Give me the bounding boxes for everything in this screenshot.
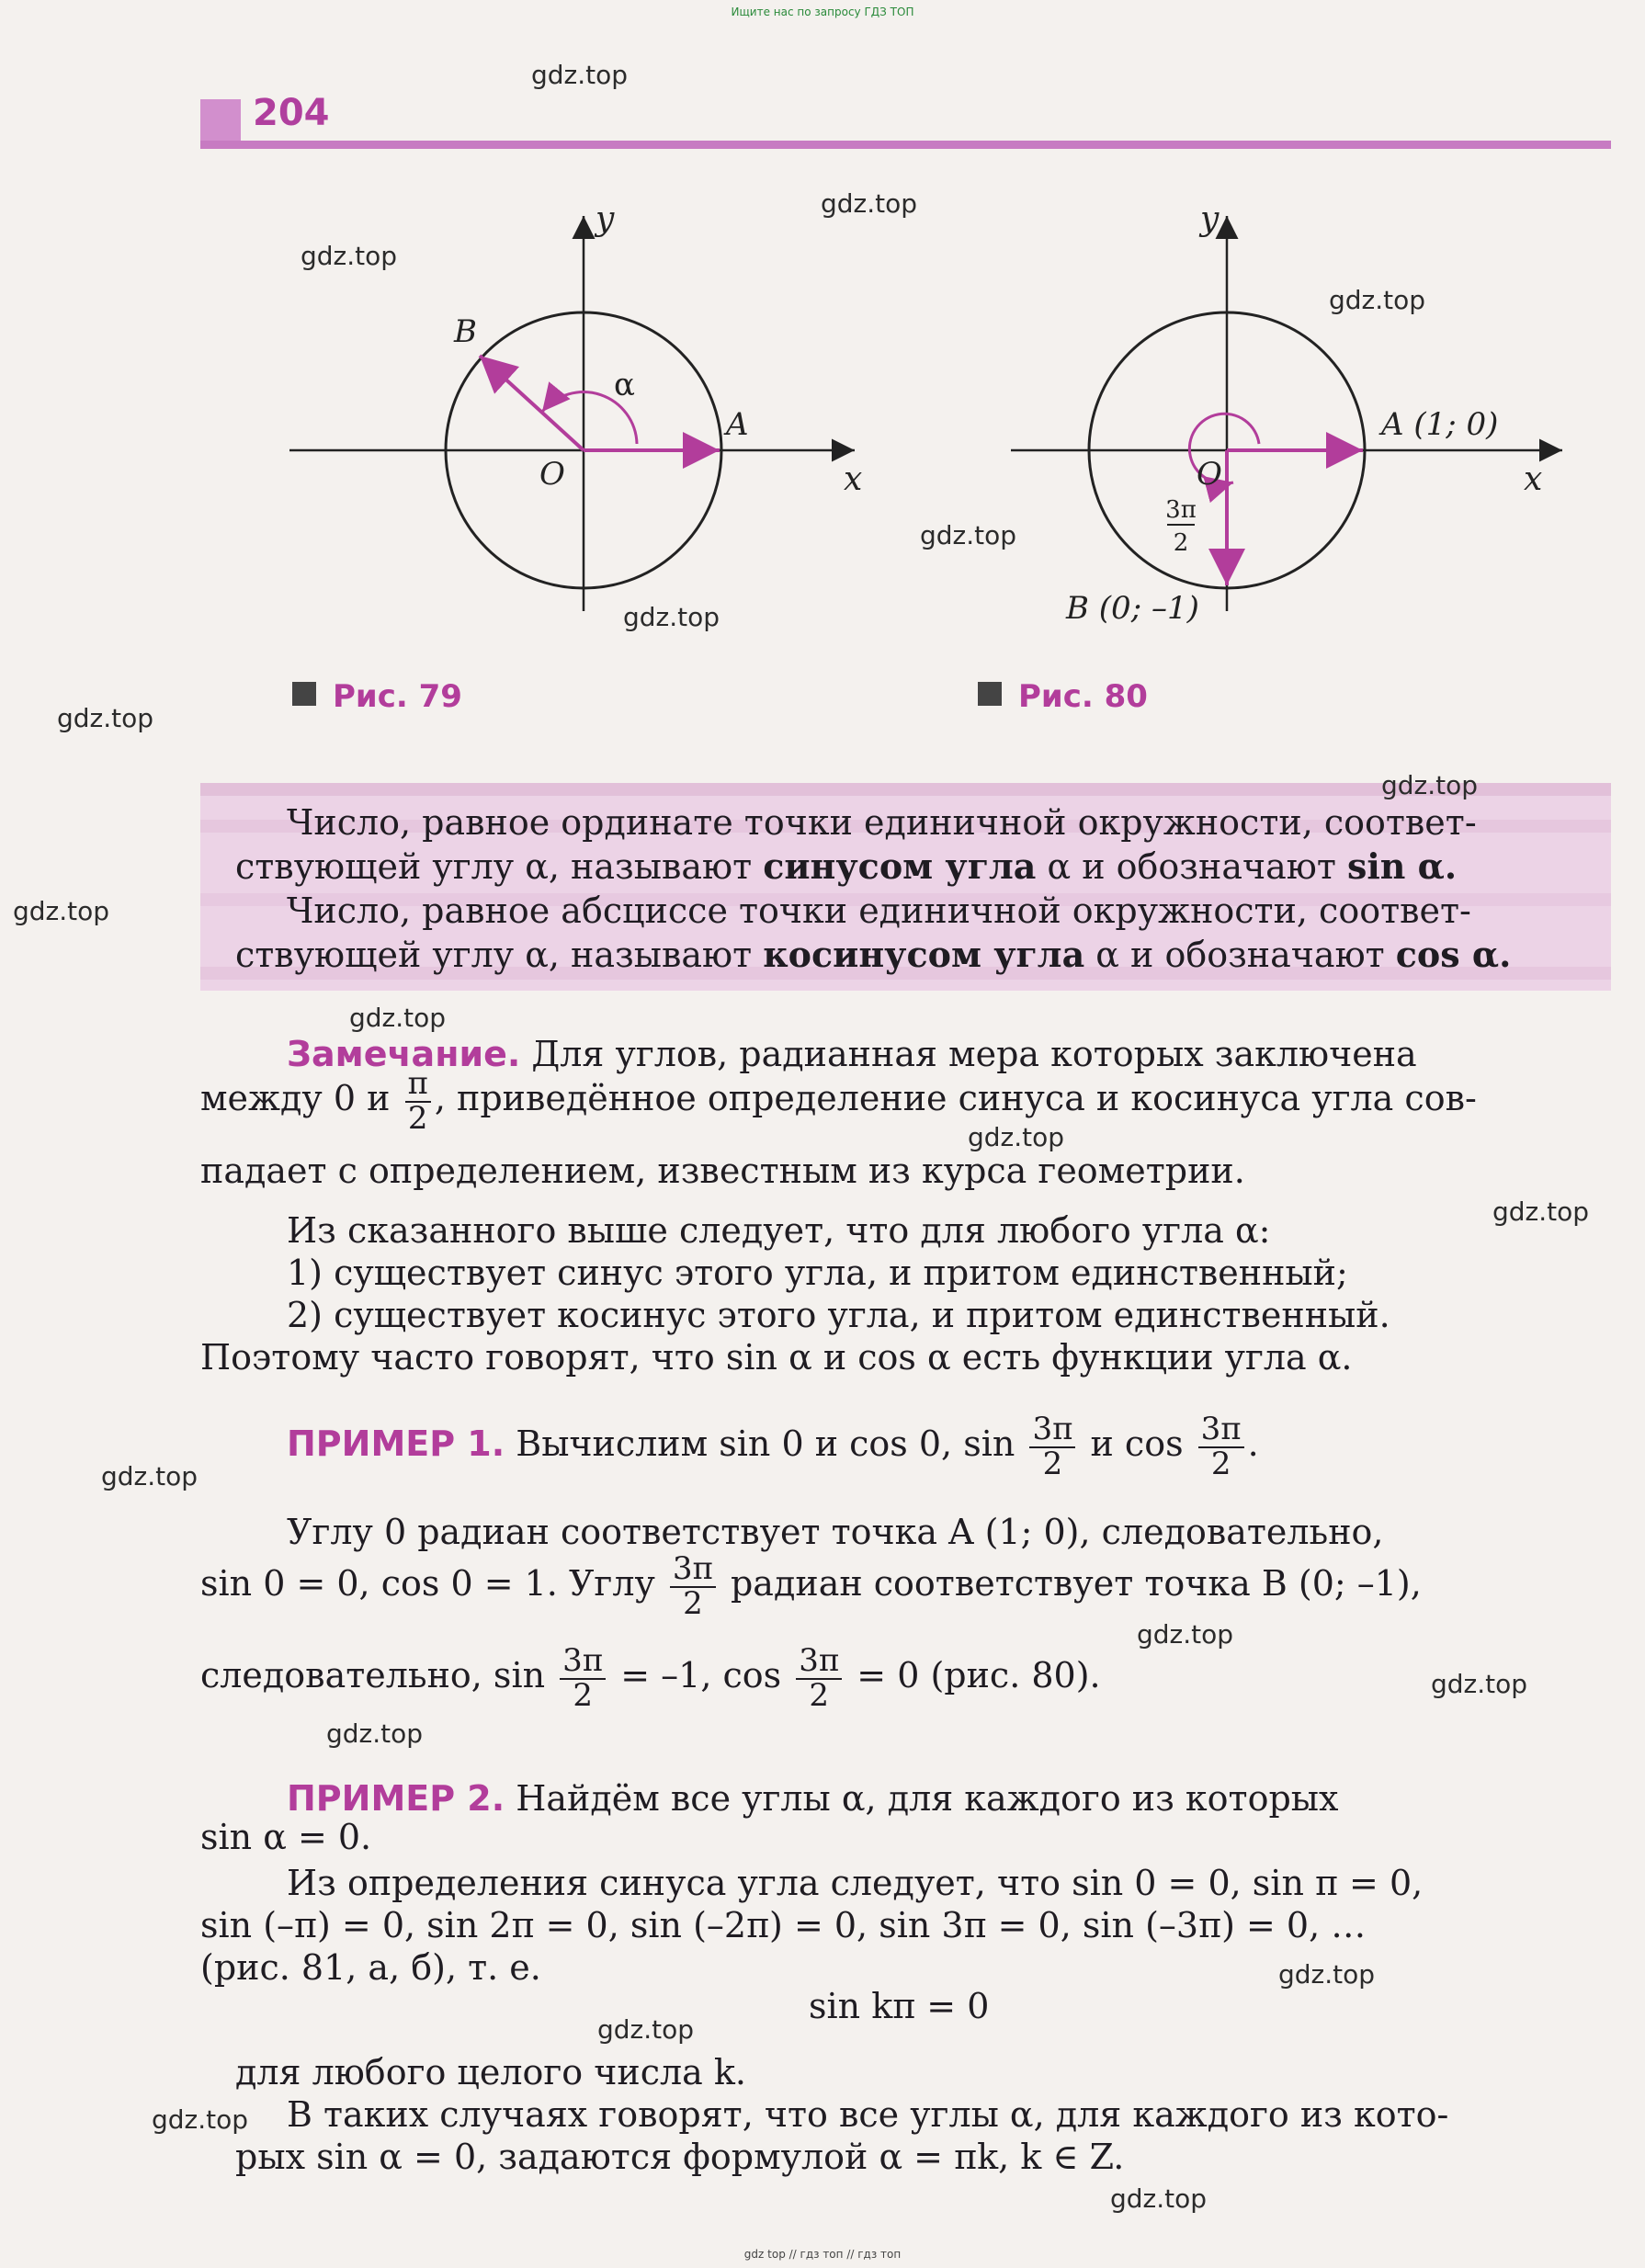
example1-line-3: sin 0 = 0, cos 0 = 1. Углу $\frac{3\pi}{2}$ радиан соответствует точка B (0; –1), [200, 1550, 1422, 1622]
label-x: x [844, 460, 863, 498]
caption-fig-80: Рис. 80 [978, 678, 1148, 715]
watermark: gdz.top [1431, 1669, 1528, 1699]
example2-line-8: рых sin α = 0, задаются формулой α = πk, k ∈ Z. [235, 2137, 1125, 2177]
header-bar [200, 141, 1611, 149]
caption-fig-79: Рис. 79 [292, 678, 462, 715]
def-line-1: Число, равное ординате точки единичной окружности, соответ- [287, 802, 1477, 843]
watermark: gdz.top [1329, 285, 1426, 315]
vector-OB [480, 356, 584, 450]
remark-line-1: Замечание. Для углов, радианная мера которых заключена [287, 1034, 1417, 1074]
label-O: O [1197, 456, 1222, 493]
page-number: 204 [253, 92, 330, 134]
header-square [200, 99, 241, 143]
consequence-line-1: Из сказанного выше следует, что для любого угла α: [287, 1210, 1271, 1251]
def-line-4: ствующей углу α, называют косинусом угла α и обозначают cos α. [235, 934, 1512, 975]
example2-line-5: (рис. 81, а, б), т. е. [200, 1947, 541, 1988]
watermark: gdz.top [821, 188, 918, 219]
label-y: y [1200, 207, 1220, 238]
label-A: A [726, 406, 749, 443]
figure-80 [993, 207, 1617, 648]
bottom-note: gdz top // гдз топ // гдз топ [743, 2248, 902, 2261]
label-A: A (1; 0) [1381, 406, 1499, 443]
example2-line-7: В таких случаях говорят, что все углы α, для каждого из кото- [287, 2094, 1449, 2135]
example1-line-2: Углу 0 радиан соответствует точка A (1; 0), следовательно, [287, 1512, 1384, 1552]
consequence-line-3: 2) существует косинус этого угла, и притом единственный. [287, 1295, 1390, 1335]
watermark: gdz.top [623, 602, 720, 632]
watermark: gdz.top [531, 60, 629, 90]
example2-line-3: Из определения синуса угла следует, что sin 0 = 0, sin π = 0, [287, 1863, 1424, 1903]
example2-line-4: sin (–π) = 0, sin 2π = 0, sin (–2π) = 0, sin 3π = 0, sin (–3π) = 0, … [200, 1905, 1367, 1945]
watermark: gdz.top [152, 2104, 249, 2135]
consequence-line-2: 1) существует синус этого угла, и притом единственный; [287, 1253, 1348, 1293]
watermark: gdz.top [1381, 770, 1479, 800]
remark-line-3: падает с определением, известным из курса геометрии. [200, 1151, 1245, 1191]
label-x: x [1524, 460, 1543, 498]
label-y: y [596, 207, 615, 238]
watermark: gdz.top [1492, 1196, 1590, 1227]
watermark: gdz.top [597, 2014, 695, 2045]
label-alpha: α [614, 367, 635, 403]
fraction-pi-2: $\frac{\pi}{2}$ [405, 1068, 431, 1135]
label-B: B (0; –1) [1066, 590, 1199, 627]
watermark: gdz.top [57, 703, 154, 733]
watermark: gdz.top [301, 241, 398, 271]
example1-line-1: ПРИМЕР 1. Вычислим sin 0 и cos 0, sin $\frac{3\pi}{2}$ и cos $\frac{3\pi}{2}$ . [287, 1411, 1259, 1482]
remark-line-2: между 0 и $\frac{\pi}{2}$ , приведённое определение синуса и косинуса угла сов- [200, 1065, 1477, 1137]
angle-num: 3π [1165, 496, 1197, 524]
angle-den: 2 [1173, 529, 1189, 557]
example2-line-1: ПРИМЕР 2. Найдём все углы α, для каждого из которых [287, 1778, 1339, 1819]
watermark: gdz.top [326, 1718, 424, 1749]
watermark: gdz.top [1110, 2183, 1208, 2214]
def-line-3: Число, равное абсциссе точки единичной окружности, соответ- [287, 890, 1471, 931]
watermark: gdz.top [920, 520, 1017, 550]
watermark: gdz.top [13, 896, 110, 926]
figure-79 [276, 207, 882, 648]
top-note: Ищите нас по запросу ГДЗ ТОП [731, 6, 914, 18]
def-line-2: ствующей углу α, называют синусом угла α и обозначают sin α. [235, 845, 1458, 887]
label-O: O [539, 456, 565, 493]
watermark: gdz.top [349, 1003, 447, 1033]
label-B: B [454, 313, 477, 350]
watermark: gdz.top [1278, 1959, 1376, 1990]
example2-line-6: для любого целого числа k. [235, 2052, 746, 2092]
watermark: gdz.top [101, 1461, 199, 1491]
watermark: gdz.top [1137, 1619, 1234, 1650]
example2-line-2: sin α = 0. [200, 1817, 372, 1857]
watermark: gdz.top [968, 1122, 1065, 1152]
example1-line-4: следовательно, sin $\frac{3\pi}{2}$ = –1, cos $\frac{3\pi}{2}$ = 0 (рис. 80). [200, 1642, 1101, 1714]
example2-formula: sin kπ = 0 [809, 1986, 990, 2026]
consequence-line-4: Поэтому часто говорят, что sin α и cos α есть функции угла α. [200, 1337, 1353, 1378]
